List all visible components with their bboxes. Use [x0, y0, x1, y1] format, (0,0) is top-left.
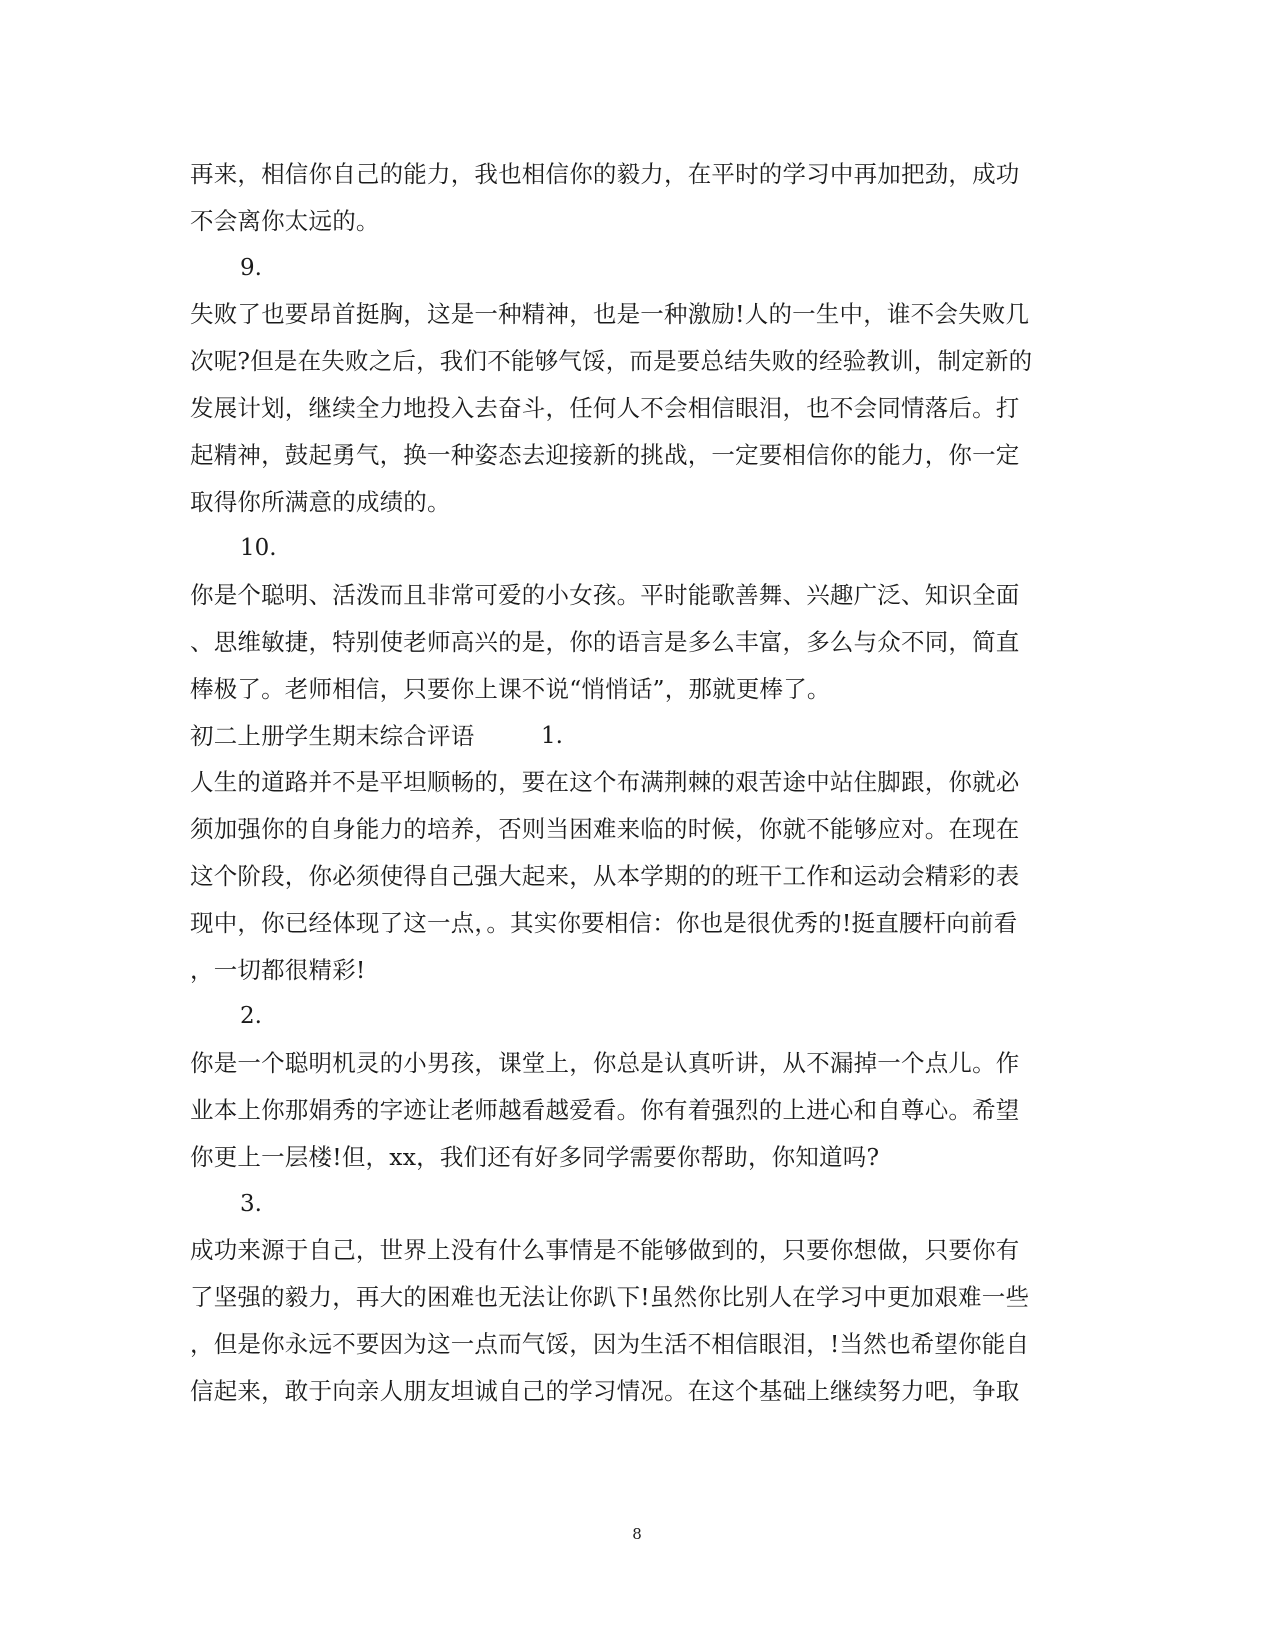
- paragraph-line: 失败了也要昂首挺胸，这是一种精神，也是一种激励!人的一生中，谁不会失败几: [190, 300, 1030, 329]
- paragraph-line: 次呢?但是在失败之后，我们不能够气馁，而是要总结失败的经验教训，制定新的: [190, 347, 1033, 376]
- item-number: 3.: [240, 1190, 262, 1217]
- paragraph-line: 再来，相信你自己的能力，我也相信你的毅力，在平时的学习中再加把劲，成功: [190, 160, 1020, 188]
- paragraph-line: 发展计划，继续全力地投入去奋斗，任何人不会相信眼泪，也不会同情落后。打: [190, 394, 1020, 422]
- paragraph-line: 这个阶段，你必须使得自己强大起来，从本学期的的班干工作和运动会精彩的表: [190, 862, 1020, 890]
- paragraph-line: 现中，你已经体现了这一点，。其实你要相信：你也是很优秀的!挺直腰杆向前看: [190, 908, 1018, 937]
- paragraph-line: 成功来源于自己，世界上没有什么事情是不能够做到的，只要你想做，只要你有: [190, 1236, 1020, 1265]
- paragraph-line: 人生的道路并不是平坦顺畅的，要在这个布满荆棘的艰苦途中站住脚跟，你就必: [190, 768, 1020, 797]
- section-heading: 初二上册学生期末综合评语: [190, 721, 475, 750]
- paragraph-line: 了坚强的毅力，再大的困难也无法让你趴下!虽然你比别人在学习中更加艰难一些: [190, 1283, 1030, 1312]
- paragraph-line: ，一切都很精彩!: [190, 955, 366, 984]
- page-number: 8: [632, 1525, 642, 1543]
- paragraph-line: 取得你所满意的成绩的。: [190, 487, 451, 516]
- paragraph-line: 须加强你的自身能力的培养，否则当困难来临的时候，你就不能够应对。在现在: [190, 815, 1020, 844]
- paragraph-line: 、思维敏捷，特别使老师高兴的是，你的语言是多么丰富，多么与众不同，简直: [190, 628, 1020, 656]
- paragraph-line: 不会离你太远的。: [190, 206, 380, 235]
- paragraph-line: ，但是你永远不要因为这一点而气馁，因为生活不相信眼泪，!当然也希望你能自: [190, 1330, 1030, 1358]
- paragraph-line: 你更上一层楼!但，xx，我们还有好多同学需要你帮助，你知道吗?: [190, 1142, 880, 1171]
- paragraph-line: 起精神，鼓起勇气，换一种姿态去迎接新的挑战，一定要相信你的能力，你一定: [190, 440, 1020, 469]
- paragraph-line: 你是个聪明、活泼而且非常可爱的小女孩。平时能歌善舞、兴趣广泛、知识全面: [190, 581, 1020, 610]
- item-number: 2.: [240, 1003, 262, 1030]
- paragraph-line: 业本上你那娟秀的字迹让老师越看越爱看。你有着强烈的上进心和自尊心。希望: [190, 1096, 1020, 1124]
- item-number: 1.: [541, 722, 563, 749]
- paragraph-line: 你是一个聪明机灵的小男孩，课堂上，你总是认真听讲，从不漏掉一个点儿。作: [190, 1049, 1020, 1078]
- paragraph-line: 棒极了。老师相信，只要你上课不说“悄悄话”，那就更棒了。: [190, 674, 831, 703]
- item-number: 9.: [240, 254, 262, 281]
- paragraph-line: 信起来，敢于向亲人朋友坦诚自己的学习情况。在这个基础上继续努力吧，争取: [190, 1376, 1020, 1405]
- item-number: 10.: [240, 535, 277, 562]
